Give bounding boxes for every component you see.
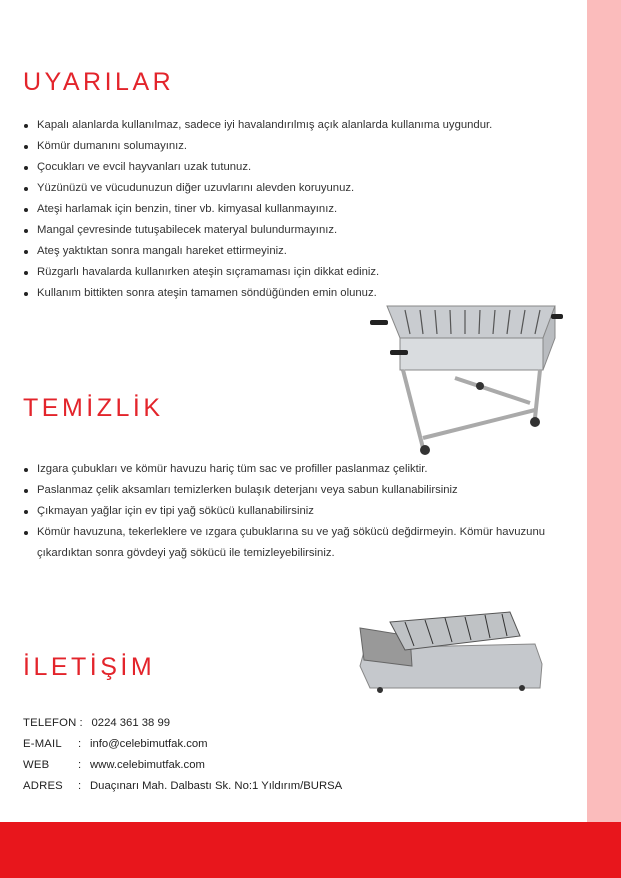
contact-label: TELEFON xyxy=(23,716,77,729)
contact-row-address xyxy=(23,775,342,796)
separator: : xyxy=(78,779,82,792)
cleaning-list xyxy=(23,459,563,564)
list-item: Mangal çevresinde tutuşabilecek materyal bulundurmayınız. xyxy=(23,220,492,241)
contact-label: WEB xyxy=(23,758,50,771)
contact-label: ADRES xyxy=(23,779,63,792)
grill-disassembled-image xyxy=(350,608,550,698)
list-item: Yüzünüzü ve vücudunuzun diğer uzuvlarını alevden koruyunuz. xyxy=(23,178,492,199)
list-item: Ateş yaktıktan sonra mangalı hareket ettirmeyiniz. xyxy=(23,241,492,262)
contact-label: E-MAIL xyxy=(23,737,62,750)
separator: : xyxy=(78,737,82,750)
contact-row-web xyxy=(23,754,342,775)
website-link[interactable]: www.celebimutfak.com xyxy=(90,758,205,771)
list-item: Ateşi harlamak için benzin, tiner vb. kimyasal kullanmayınız. xyxy=(23,199,492,220)
contact-heading: İLETİŞİM xyxy=(23,653,156,681)
list-item: Çocukları ve evcil hayvanları uzak tutunuz. xyxy=(23,157,492,178)
address-value: Duaçınarı Mah. Dalbastı Sk. No:1 Yıldırım/BURSA xyxy=(90,779,343,792)
cleaning-heading: TEMİZLİK xyxy=(23,394,164,422)
separator: : xyxy=(79,716,83,729)
phone-value: 0224 361 38 99 xyxy=(91,716,171,729)
email-link[interactable]: info@celebimutfak.com xyxy=(90,737,208,750)
decorative-side-strip xyxy=(587,0,621,822)
list-item: Kömür havuzuna, tekerleklere ve ızgara çubuklarına su ve yağ sökücü değdirmeyin. Kömür havuzunu çıkardıktan sonra gövdeyi yağ sökücü ile temizleyebilirsiniz. xyxy=(23,522,563,564)
footer-bar xyxy=(0,822,621,878)
list-item: Kapalı alanlarda kullanılmaz, sadece iyi havalandırılmış açık alanlarda kullanıma uygundur. xyxy=(23,115,492,136)
warnings-heading: UYARILAR xyxy=(23,68,175,96)
contact-row-phone xyxy=(23,712,342,733)
list-item: Çıkmayan yağlar için ev tipi yağ sökücü kullanabilirsiniz xyxy=(23,501,563,522)
contact-row-email xyxy=(23,733,342,754)
list-item: Izgara çubukları ve kömür havuzu hariç tüm sac ve profiller paslanmaz çeliktir. xyxy=(23,459,563,480)
contact-info xyxy=(23,712,342,796)
list-item: Rüzgarlı havalarda kullanırken ateşin sıçramaması için dikkat ediniz. xyxy=(23,262,492,283)
grill-product-image xyxy=(365,298,565,458)
separator: : xyxy=(78,758,82,771)
list-item: Kömür dumanını solumayınız. xyxy=(23,136,492,157)
list-item: Paslanmaz çelik aksamları temizlerken bulaşık deterjanı veya sabun kullanabilirsiniz xyxy=(23,480,563,501)
warnings-list xyxy=(23,115,492,304)
list-item: Kullanım bittikten sonra ateşin tamamen söndüğünden emin olunuz. xyxy=(23,283,492,304)
